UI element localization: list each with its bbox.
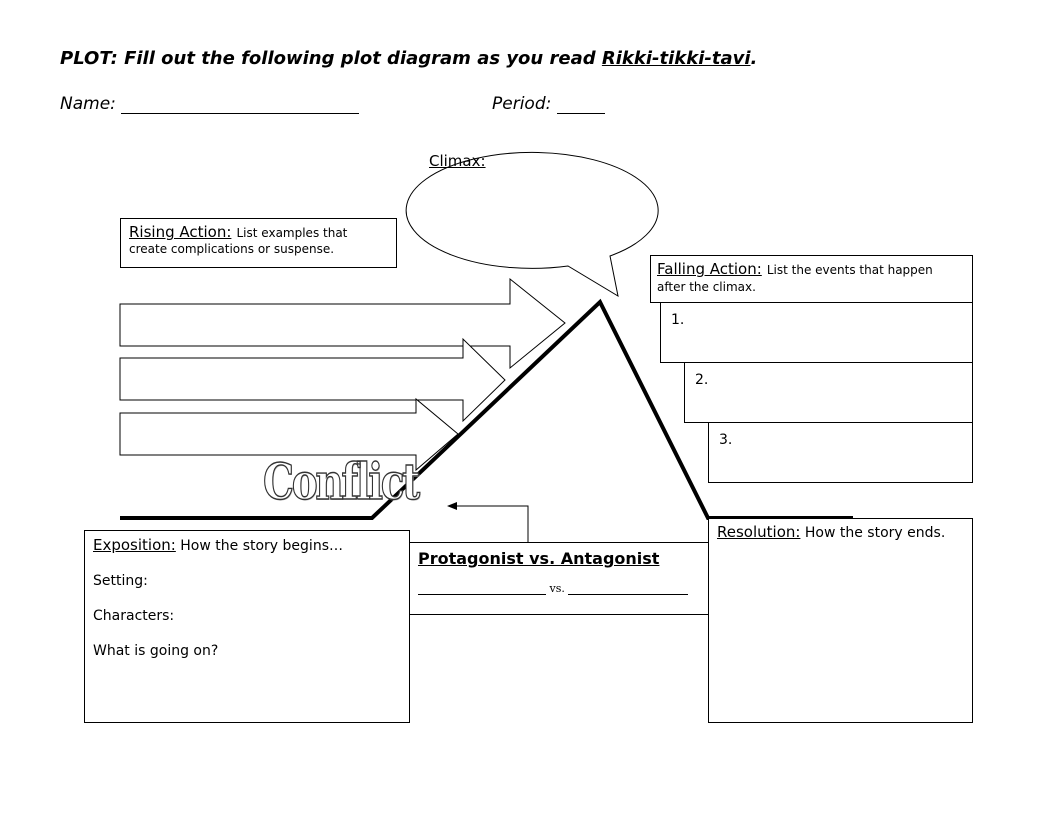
resolution-heading: Resolution:: [717, 523, 801, 541]
title-prefix: PLOT: Fill out the following plot diagram as you read: [60, 48, 602, 69]
item-number-3: 3.: [719, 432, 733, 448]
falling-action-desc-2: after the climax.: [657, 280, 756, 294]
falling-action-item-1[interactable]: [660, 302, 973, 363]
falling-action-box: [650, 255, 973, 303]
falling-action-item-3[interactable]: [708, 422, 973, 483]
rising-action-box: [120, 218, 397, 268]
period-label: Period:: [492, 94, 552, 114]
falling-action-item-2[interactable]: [684, 362, 973, 423]
what-going-on-label: What is going on?: [93, 643, 219, 659]
rising-action-desc-1: List examples that: [236, 226, 348, 240]
falling-action-heading: Falling Action:: [657, 260, 762, 278]
rising-action-heading: Rising Action:: [129, 223, 232, 241]
falling-action-desc-1: List the events that happen: [766, 263, 933, 277]
conflict-label: Conflict: [263, 452, 418, 511]
name-label: Name:: [60, 94, 116, 114]
resolution-desc: How the story ends.: [804, 525, 946, 541]
vs-label: vs.: [549, 582, 565, 595]
conflict-connector: [456, 506, 528, 542]
resolution-box[interactable]: [708, 518, 973, 723]
rising-arrow-2: [120, 339, 505, 421]
protagonist-box[interactable]: [409, 542, 709, 615]
connector-arrowhead: [447, 502, 457, 510]
climax-bubble: [406, 152, 658, 296]
item-number-1: 1.: [671, 312, 685, 328]
rising-action-desc-2: create complications or suspense.: [129, 242, 335, 256]
antagonist-field[interactable]: [568, 582, 688, 595]
book-title: Rikki-tikki-tavi: [601, 48, 751, 69]
protagonist-heading: Protagonist vs. Antagonist: [418, 549, 660, 568]
characters-label: Characters:: [93, 608, 175, 624]
exposition-heading: Exposition:: [93, 536, 176, 554]
setting-label: Setting:: [93, 573, 148, 589]
exposition-desc: How the story begins…: [180, 538, 343, 554]
climax-label: Climax:: [429, 152, 486, 170]
item-number-2: 2.: [695, 372, 709, 388]
protagonist-field[interactable]: [418, 582, 546, 595]
rising-arrow-1: [120, 279, 565, 368]
title-suffix: .: [750, 48, 758, 69]
exposition-box[interactable]: [84, 530, 410, 723]
